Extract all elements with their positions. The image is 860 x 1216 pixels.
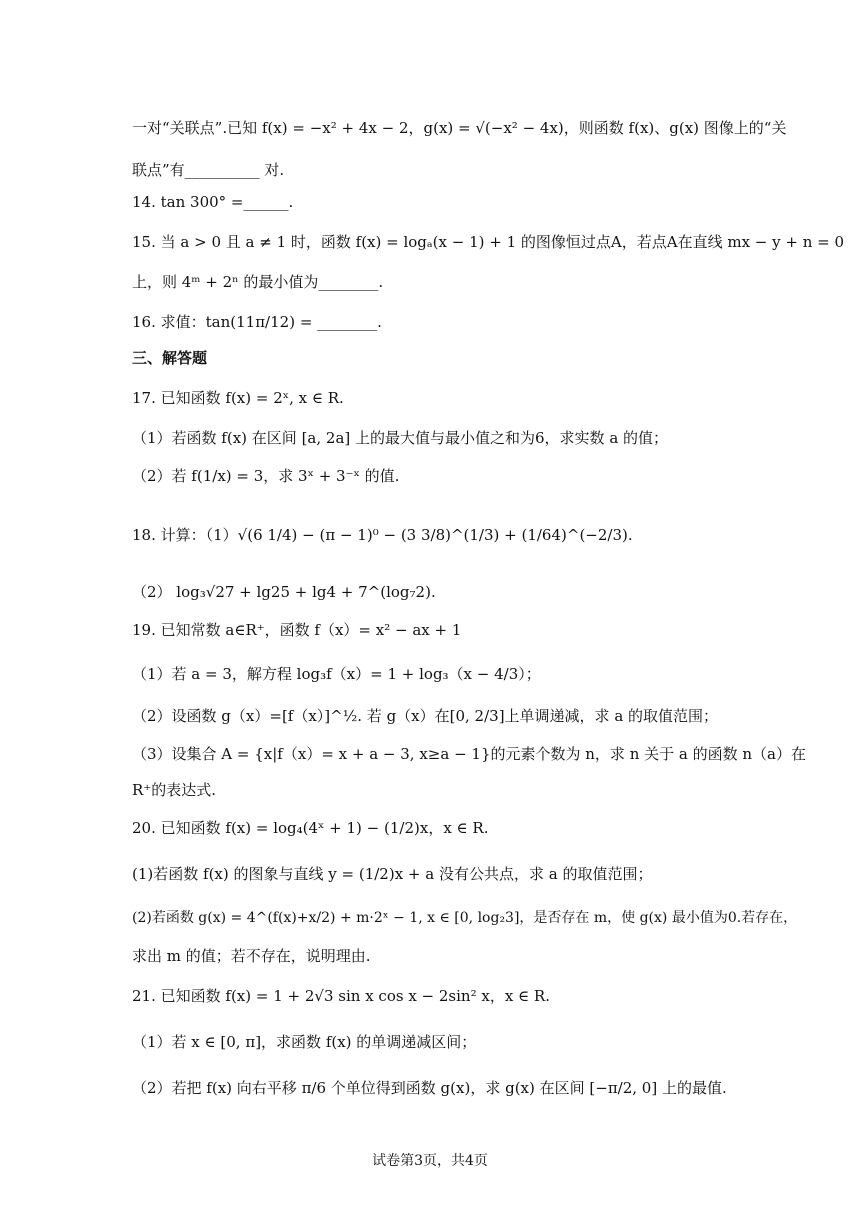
line-16: R⁺的表达式. <box>132 781 216 799</box>
section-title: 三、解答题 <box>132 349 208 367</box>
line-7: 17. 已知函数 f(x) = 2ˣ, x ∈ R. <box>132 389 344 407</box>
line-1: 一对“关联点”.已知 f(x) = −x² + 4x − 2，g(x) = √(−x² − 4x)，则函数 f(x)、g(x) 图像上的“关 <box>132 119 787 137</box>
line-20: 求出 m 的值；若不存在，说明理由. <box>132 947 371 965</box>
line-18: (1)若函数 f(x) 的图象与直线 y = (1/2)x + a 没有公共点，求 a 的取值范围； <box>132 865 653 883</box>
line-5: 上，则 4ᵐ + 2ⁿ 的最小值为________. <box>132 273 384 291</box>
line-15: （3）设集合 A = {x|f（x）= x + a − 3, x≥a − 1}的元素个数为 n，求 n 关于 a 的函数 n（a）在 <box>132 745 806 763</box>
line-11: （2） log₃√27 + lg25 + lg4 + 7^(log₇2). <box>132 583 436 601</box>
line-8: （1）若函数 f(x) 在区间 [a, 2a] 上的最大值与最小值之和为6，求实数 a 的值； <box>132 429 669 447</box>
line-14: （2）设函数 g（x）=[f（x）]^½. 若 g（x）在[0, 2/3]上单调递减，求 a 的取值范围； <box>132 707 719 725</box>
line-23: （2）若把 f(x) 向右平移 π/6 个单位得到函数 g(x)，求 g(x) 在区间 [−π/2, 0] 上的最值. <box>132 1079 727 1097</box>
line-3: 14. tan 300° =______. <box>132 193 294 211</box>
line-21: 21. 已知函数 f(x) = 1 + 2√3 sin x cos x − 2sin² x，x ∈ R. <box>132 987 550 1005</box>
line-12: 19. 已知常数 a∈R⁺，函数 f（x）= x² − ax + 1 <box>132 621 462 639</box>
line-2: 联点”有__________ 对. <box>132 161 285 179</box>
line-13: （1）若 a = 3，解方程 log₃f（x）= 1 + log₃（x − 4/3）； <box>132 665 541 683</box>
line-9: （2）若 f(1/x) = 3，求 3ˣ + 3⁻ˣ 的值. <box>132 467 400 485</box>
line-17: 20. 已知函数 f(x) = log₄(4ˣ + 1) − (1/2)x，x ∈ R. <box>132 819 489 837</box>
line-22: （1）若 x ∈ [0, π]，求函数 f(x) 的单调递减区间； <box>132 1033 477 1051</box>
line-10: 18. 计算：（1）√(6 1/4) − (π − 1)⁰ − (3 3/8)^(1/3) + (1/64)^(−2/3). <box>132 526 633 544</box>
line-4: 15. 当 a > 0 且 a ≠ 1 时，函数 f(x) = logₐ(x − 1) + 1 的图像恒过点A，若点A在直线 mx − y + n = 0 <box>132 233 845 251</box>
line-19: (2)若函数 g(x) = 4^(f(x)+x/2) + m·2ˣ − 1, x ∈ [0, log₂3]，是否存在 m，使 g(x) 最小值为0.若存在， <box>132 910 798 926</box>
line-6: 16. 求值：tan(11π/12) = ________. <box>132 313 382 331</box>
page-footer: 试卷第3页，共4页 <box>372 1153 488 1169</box>
